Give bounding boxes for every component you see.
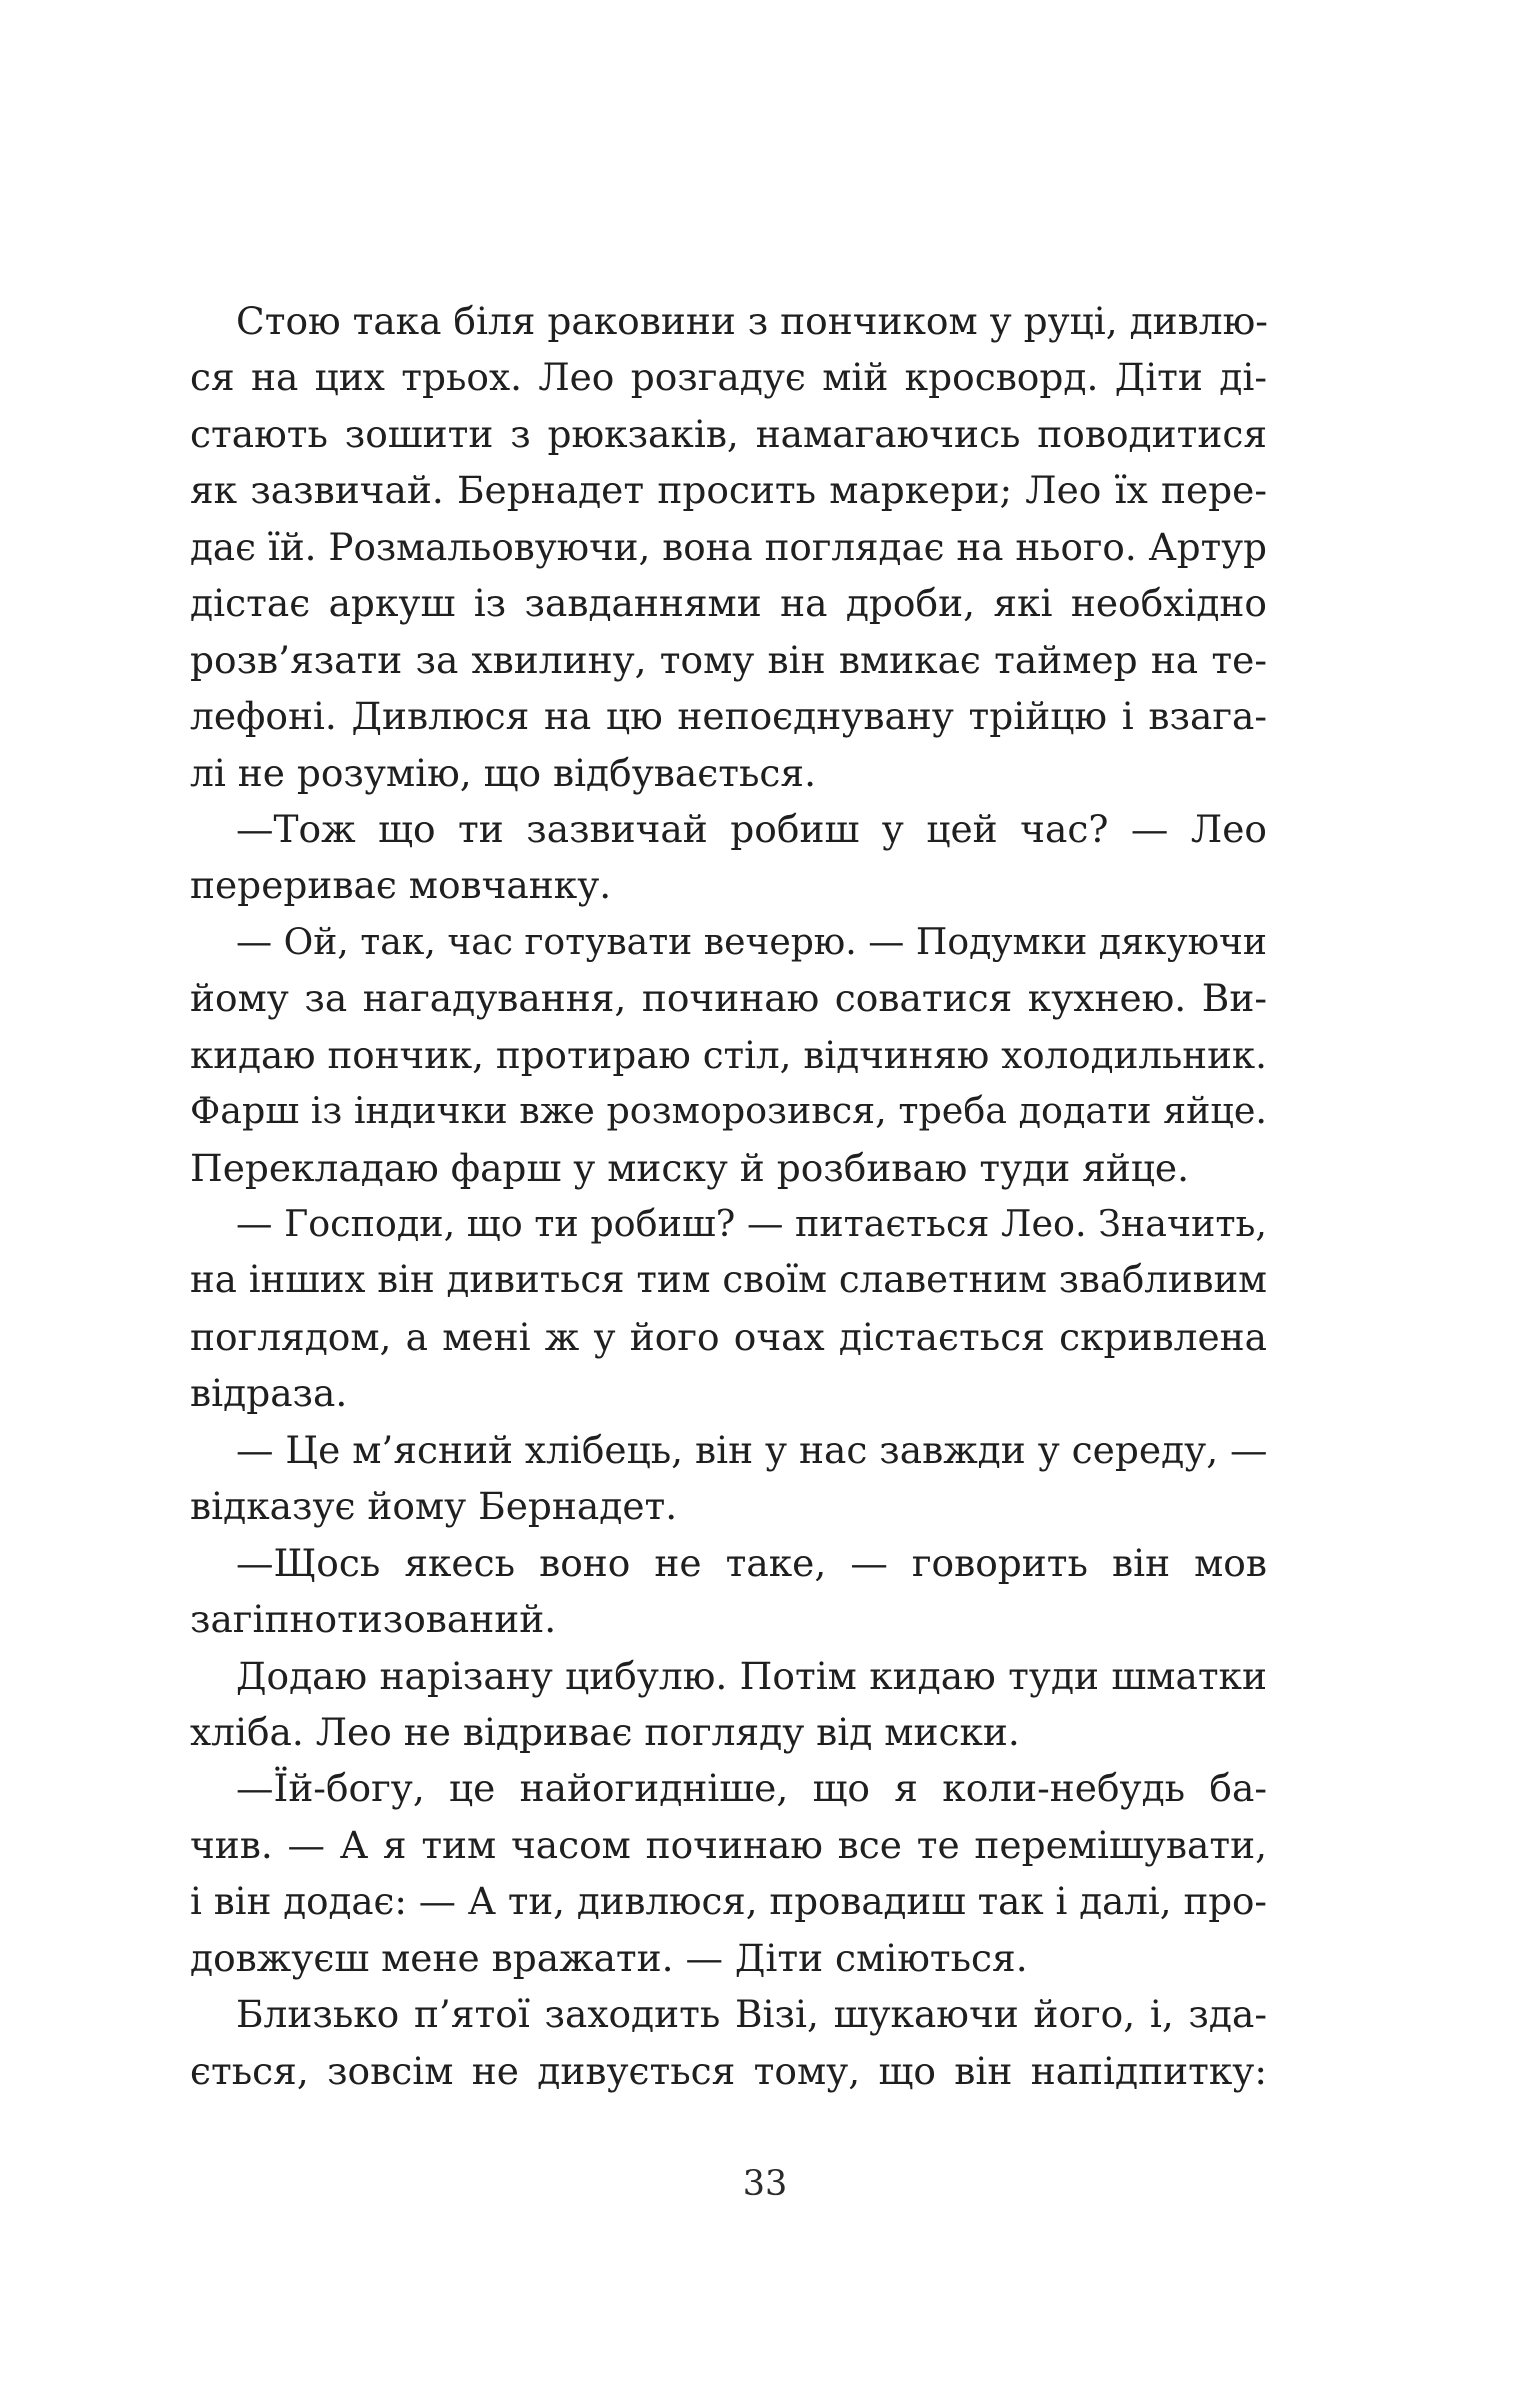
text-line: — Це м’ясний хлібець, він у нас завжди у середу, — (236, 1427, 1268, 1472)
text-line: —Тож що ти зазвичай робиш у цей час? — Лео (236, 806, 1267, 851)
text-line: Близько п’ятої заходить Візі, шукаючи його, і, зда- (236, 1992, 1267, 2037)
text-line: стають зошити з рюкзаків, намагаючись поводитися (190, 411, 1267, 456)
text-line: ється, зовсім не дивується тому, що він напідпитку: (190, 2048, 1267, 2093)
text-line: Фарш із індички вже розморозився, треба додати яйце. (190, 1089, 1267, 1133)
text-line: поглядом, а мені ж у його очах дістається скривлена (190, 1314, 1267, 1359)
text-line: перериває мовчанку. (190, 863, 612, 908)
text-line: кидаю пончик, протираю стіл, відчиняю холодильник. (190, 1032, 1267, 1077)
text-line: —Щось якесь воно не таке, — говорить він мов (236, 1540, 1267, 1585)
text-line: дістає аркуш із завданнями на дроби, які необхідно (190, 581, 1267, 626)
text-line: на інших він дивиться тим своїм славетним звабливим (190, 1258, 1267, 1302)
text-line: дає їй. Розмальовуючи, вона поглядає на нього. Артур (190, 524, 1267, 569)
text-line: лефоні. Дивлюся на цю непоєднувану трійцю і взага- (190, 694, 1267, 739)
text-line: — Господи, що ти робиш? — питається Лео. Значить, (236, 1202, 1267, 1245)
text-line: розв’язати за хвилину, тому він вмикає таймер на те- (190, 637, 1267, 682)
text-line: Стою така біля раковини з пончиком у руці, дивлю- (236, 299, 1268, 343)
text-line: ся на цих трьох. Лео розгадує мій кросворд. Діти ді- (190, 355, 1267, 400)
text-line: йому за нагадування, починаю соватися кухнею. Ви- (190, 976, 1267, 1021)
page-number: 33 (742, 2164, 788, 2204)
body-text (190, 293, 1267, 2099)
text-line: лі не розумію, що відбувається. (190, 750, 817, 795)
text-line: відраза. (190, 1371, 348, 1416)
text-line: чив. — А я тим часом починаю все те перемішувати, (190, 1822, 1267, 1867)
text-line: Перекладаю фарш у миску й розбиваю туди яйце. (190, 1145, 1190, 1190)
text-line: — Ой, так, час готувати вечерю. — Подумки дякуючи (236, 919, 1267, 963)
text-line: як зазвичай. Бернадет просить маркери; Лео їх пере- (190, 468, 1267, 513)
text-line: загіпнотизований. (190, 1597, 557, 1642)
text-line: довжуєш мене вражати. — Діти сміються. (190, 1935, 1028, 1980)
text-line: відказує йому Бернадет. (190, 1484, 678, 1529)
text-line: хліба. Лео не відриває погляду від миски. (190, 1709, 1020, 1754)
text-line: —Їй-богу, це найогидніше, що я коли-небудь ба- (236, 1766, 1267, 1811)
text-line: і він додає: — А ти, дивлюся, провадиш так і далі, про- (190, 1879, 1267, 1924)
text-line: Додаю нарізану цибулю. Потім кидаю туди шматки (236, 1653, 1267, 1698)
